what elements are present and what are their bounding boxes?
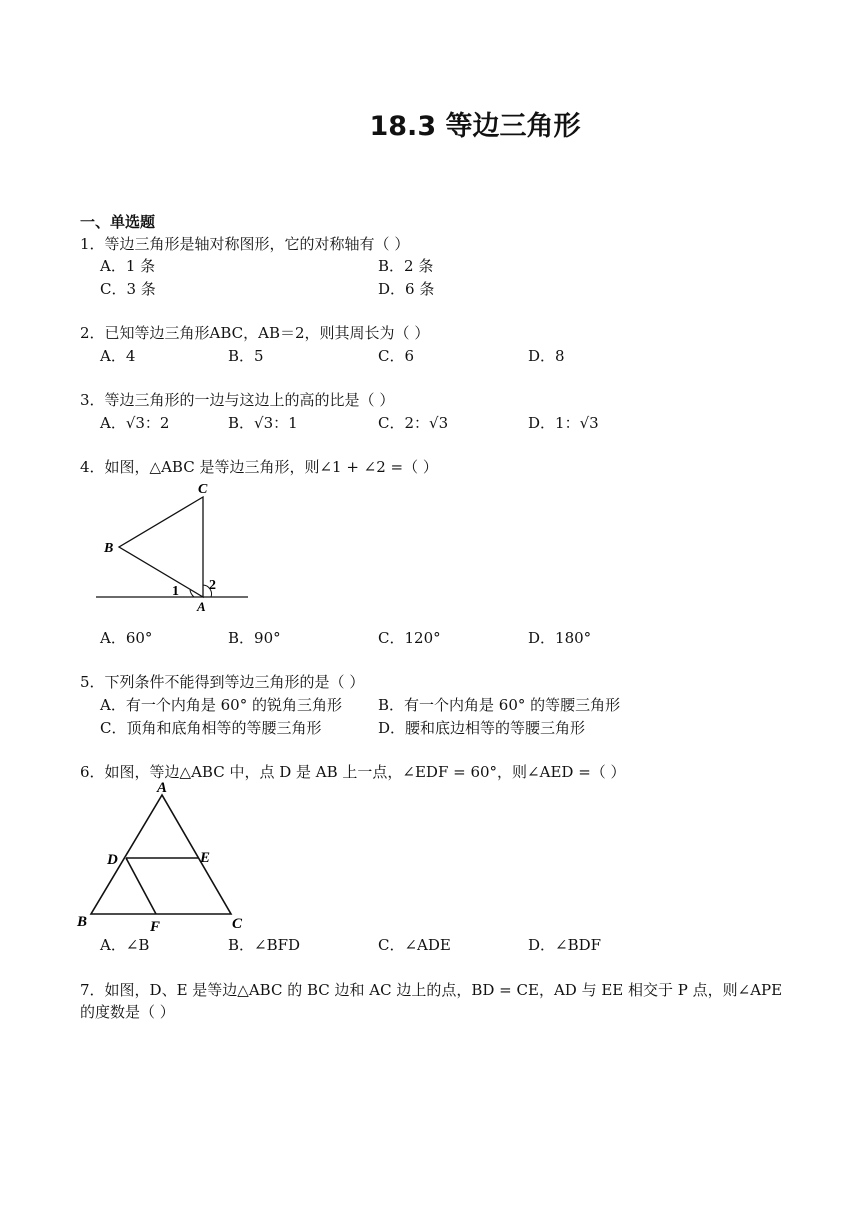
question-5-option-c: C．顶角和底角相等的等腰三角形 <box>100 719 322 737</box>
question-6-option-a: A．∠B <box>100 936 150 954</box>
fig4-label-1: 1 <box>172 584 179 599</box>
question-4-option-d: D．180° <box>528 629 592 647</box>
question-1-stem: 1．等边三角形是轴对称图形，它的对称轴有（ ） <box>80 235 410 253</box>
fig6-label-a: A <box>157 780 168 796</box>
question-3-stem: 3．等边三角形的一边与这边上的高的比是（ ） <box>80 391 395 409</box>
section-heading: 一、单选题 <box>80 213 156 231</box>
question-7-stem: 7．如图，D、E 是等边△ABC 的 BC 边和 AC 边上的点，BD = CE，AD 与 EE 相交于 P 点，则∠APE <box>80 981 783 999</box>
question-6-option-c: C．∠ADE <box>378 936 451 954</box>
fig4-label-b: B <box>104 541 114 556</box>
question-1-option-c: C．3 条 <box>100 280 156 298</box>
question-6-figure <box>74 778 254 938</box>
question-5-option-a: A．有一个内角是 60° 的锐角三角形 <box>100 696 342 714</box>
fig6-label-f: F <box>150 919 161 935</box>
question-5-option-b: B．有一个内角是 60° 的等腰三角形 <box>378 696 621 714</box>
question-3-option-b: B．√3：1 <box>228 414 298 432</box>
question-2-option-a: A．4 <box>100 347 136 365</box>
question-2-option-c: C．6 <box>378 347 415 365</box>
page-title: 18.3 等边三角形 <box>369 111 581 142</box>
question-2-option-d: D．8 <box>528 347 565 365</box>
fig4-label-c: C <box>198 482 208 497</box>
question-6-option-b: B．∠BFD <box>228 936 301 954</box>
question-7-stem-continued: 的度数是（ ） <box>80 1003 175 1021</box>
question-4-option-c: C．120° <box>378 629 441 647</box>
question-6-stem: 6．如图，等边△ABC 中，点 D 是 AB 上一点，∠EDF = 60°，则∠AED =（ ） <box>80 763 626 781</box>
fig6-label-c: C <box>232 916 243 932</box>
question-1-option-d: D．6 条 <box>378 280 435 298</box>
question-2-stem: 2．已知等边三角形ABC，AB＝2，则其周长为（ ） <box>80 324 430 342</box>
fig4-label-a: A <box>197 599 206 614</box>
question-4-option-a: A．60° <box>100 629 153 647</box>
fig6-label-d: D <box>107 852 118 868</box>
question-6-option-d: D．∠BDF <box>528 936 602 954</box>
question-5-stem: 5．下列条件不能得到等边三角形的是（ ） <box>80 673 365 691</box>
question-1-option-a: A．1 条 <box>100 257 156 275</box>
question-2-option-b: B．5 <box>228 347 264 365</box>
fig6-label-e: E <box>200 850 211 866</box>
fig4-label-2: 2 <box>209 578 216 593</box>
question-4-figure <box>90 478 260 616</box>
question-3-option-a: A．√3：2 <box>100 414 170 432</box>
question-5-option-d: D．腰和底边相等的等腰三角形 <box>378 719 586 737</box>
question-4-stem: 4．如图，△ABC 是等边三角形，则∠1 + ∠2 =（ ） <box>80 458 438 476</box>
fig6-label-b: B <box>77 914 88 930</box>
question-3-option-d: D．1：√3 <box>528 414 599 432</box>
question-4-option-b: B．90° <box>228 629 281 647</box>
question-3-option-c: C．2：√3 <box>378 414 449 432</box>
question-1-option-b: B．2 条 <box>378 257 434 275</box>
